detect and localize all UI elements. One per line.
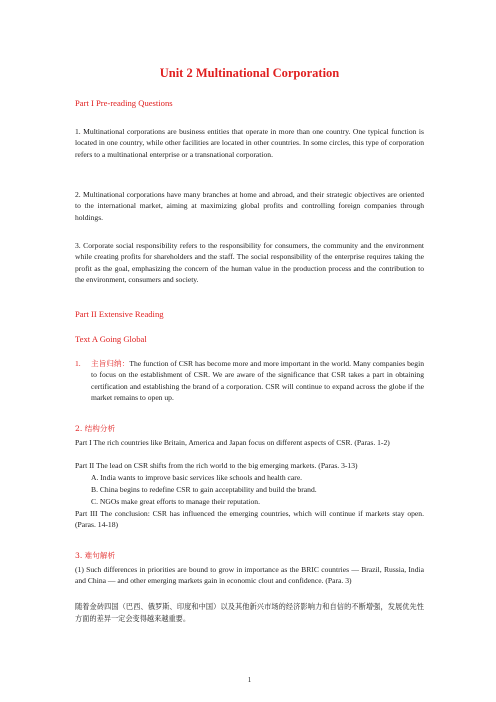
answer-2: 2. Multinational corporations have many branches at home and abroad, and their strategic objectives are oriented to the international market, aiming at maximizing global profits and controlling foreign companies through holdings. (75, 190, 424, 222)
section-2-heading: 2. 结构分析 (75, 424, 116, 433)
difficult-sentence-1-translation: 随着金砖四国（巴西、俄罗斯、印度和中国）以及其他新兴市场的经济影响力和自信的不断增强，发展优先性方面的差异一定会变得越来越重要。 (75, 602, 424, 623)
structure-part-1: Part I The rich countries like Britain, America and Japan focus on different aspects of CSR. (Paras. 1-2) (75, 438, 390, 447)
section-1-text: The function of CSR has become more and more important in the world. Many companies begin to focus on the establishment of CSR. We are aware of the significance that CSR takes a part in obtaining certification and establishing the brand of a corporation. CSR will continue to expand across the globe if the market remains to open up. (91, 359, 425, 402)
part1-heading: Part I Pre-reading Questions (75, 98, 173, 108)
section-1-number: 1. (75, 359, 81, 368)
structure-part-3: Part III The conclusion: CSR has influenced the emerging countries, which will continue if markets stay open. (Paras. 14-18) (75, 509, 424, 530)
section-1 (75, 358, 424, 403)
section-3-heading: 3. 难句解析 (75, 551, 116, 560)
structure-part-2-c: C. NGOs make great efforts to manage their reputation. (91, 497, 260, 506)
page-number: 1 (247, 676, 252, 684)
structure-part-2-a: A. India wants to improve basic services like schools and health care. (91, 473, 303, 482)
difficult-sentence-1: (1) Such differences in priorities are bound to grow in importance as the BRIC countries — Brazil, Russia, India and China — and other emerging markets gain in economic clout and confidence. (Para. 3) (75, 565, 424, 586)
section-1-label: 主旨归纳： (91, 359, 130, 368)
structure-part-2: Part II The lead on CSR shifts from the rich world to the big emerging markets. (Paras. 3-13) (75, 461, 358, 470)
structure-part-2-b: B. China begins to redefine CSR to gain acceptability and build the brand. (91, 485, 317, 494)
unit-title: Unit 2 Multinational Corporation (159, 66, 340, 80)
text-a-heading: Text A Going Global (75, 334, 147, 344)
answer-3: 3. Corporate social responsibility refers to the responsibility for consumers, the community and the environment while creating profits for shareholders and the staff. The social responsibility of the enterprise requires taking the profit as the goal, emphasizing the concern of the human value in the production process and the contribution to the environment, consumers and society. (75, 241, 424, 284)
part2-heading: Part II Extensive Reading (75, 309, 164, 319)
answer-1: 1. Multinational corporations are business entities that operate in more than one country. One typical function is located in one country, while other facilities are located in other countries. In some circles, this type of corporation refers to a multinational enterprise or a transnational corporation. (75, 127, 424, 159)
